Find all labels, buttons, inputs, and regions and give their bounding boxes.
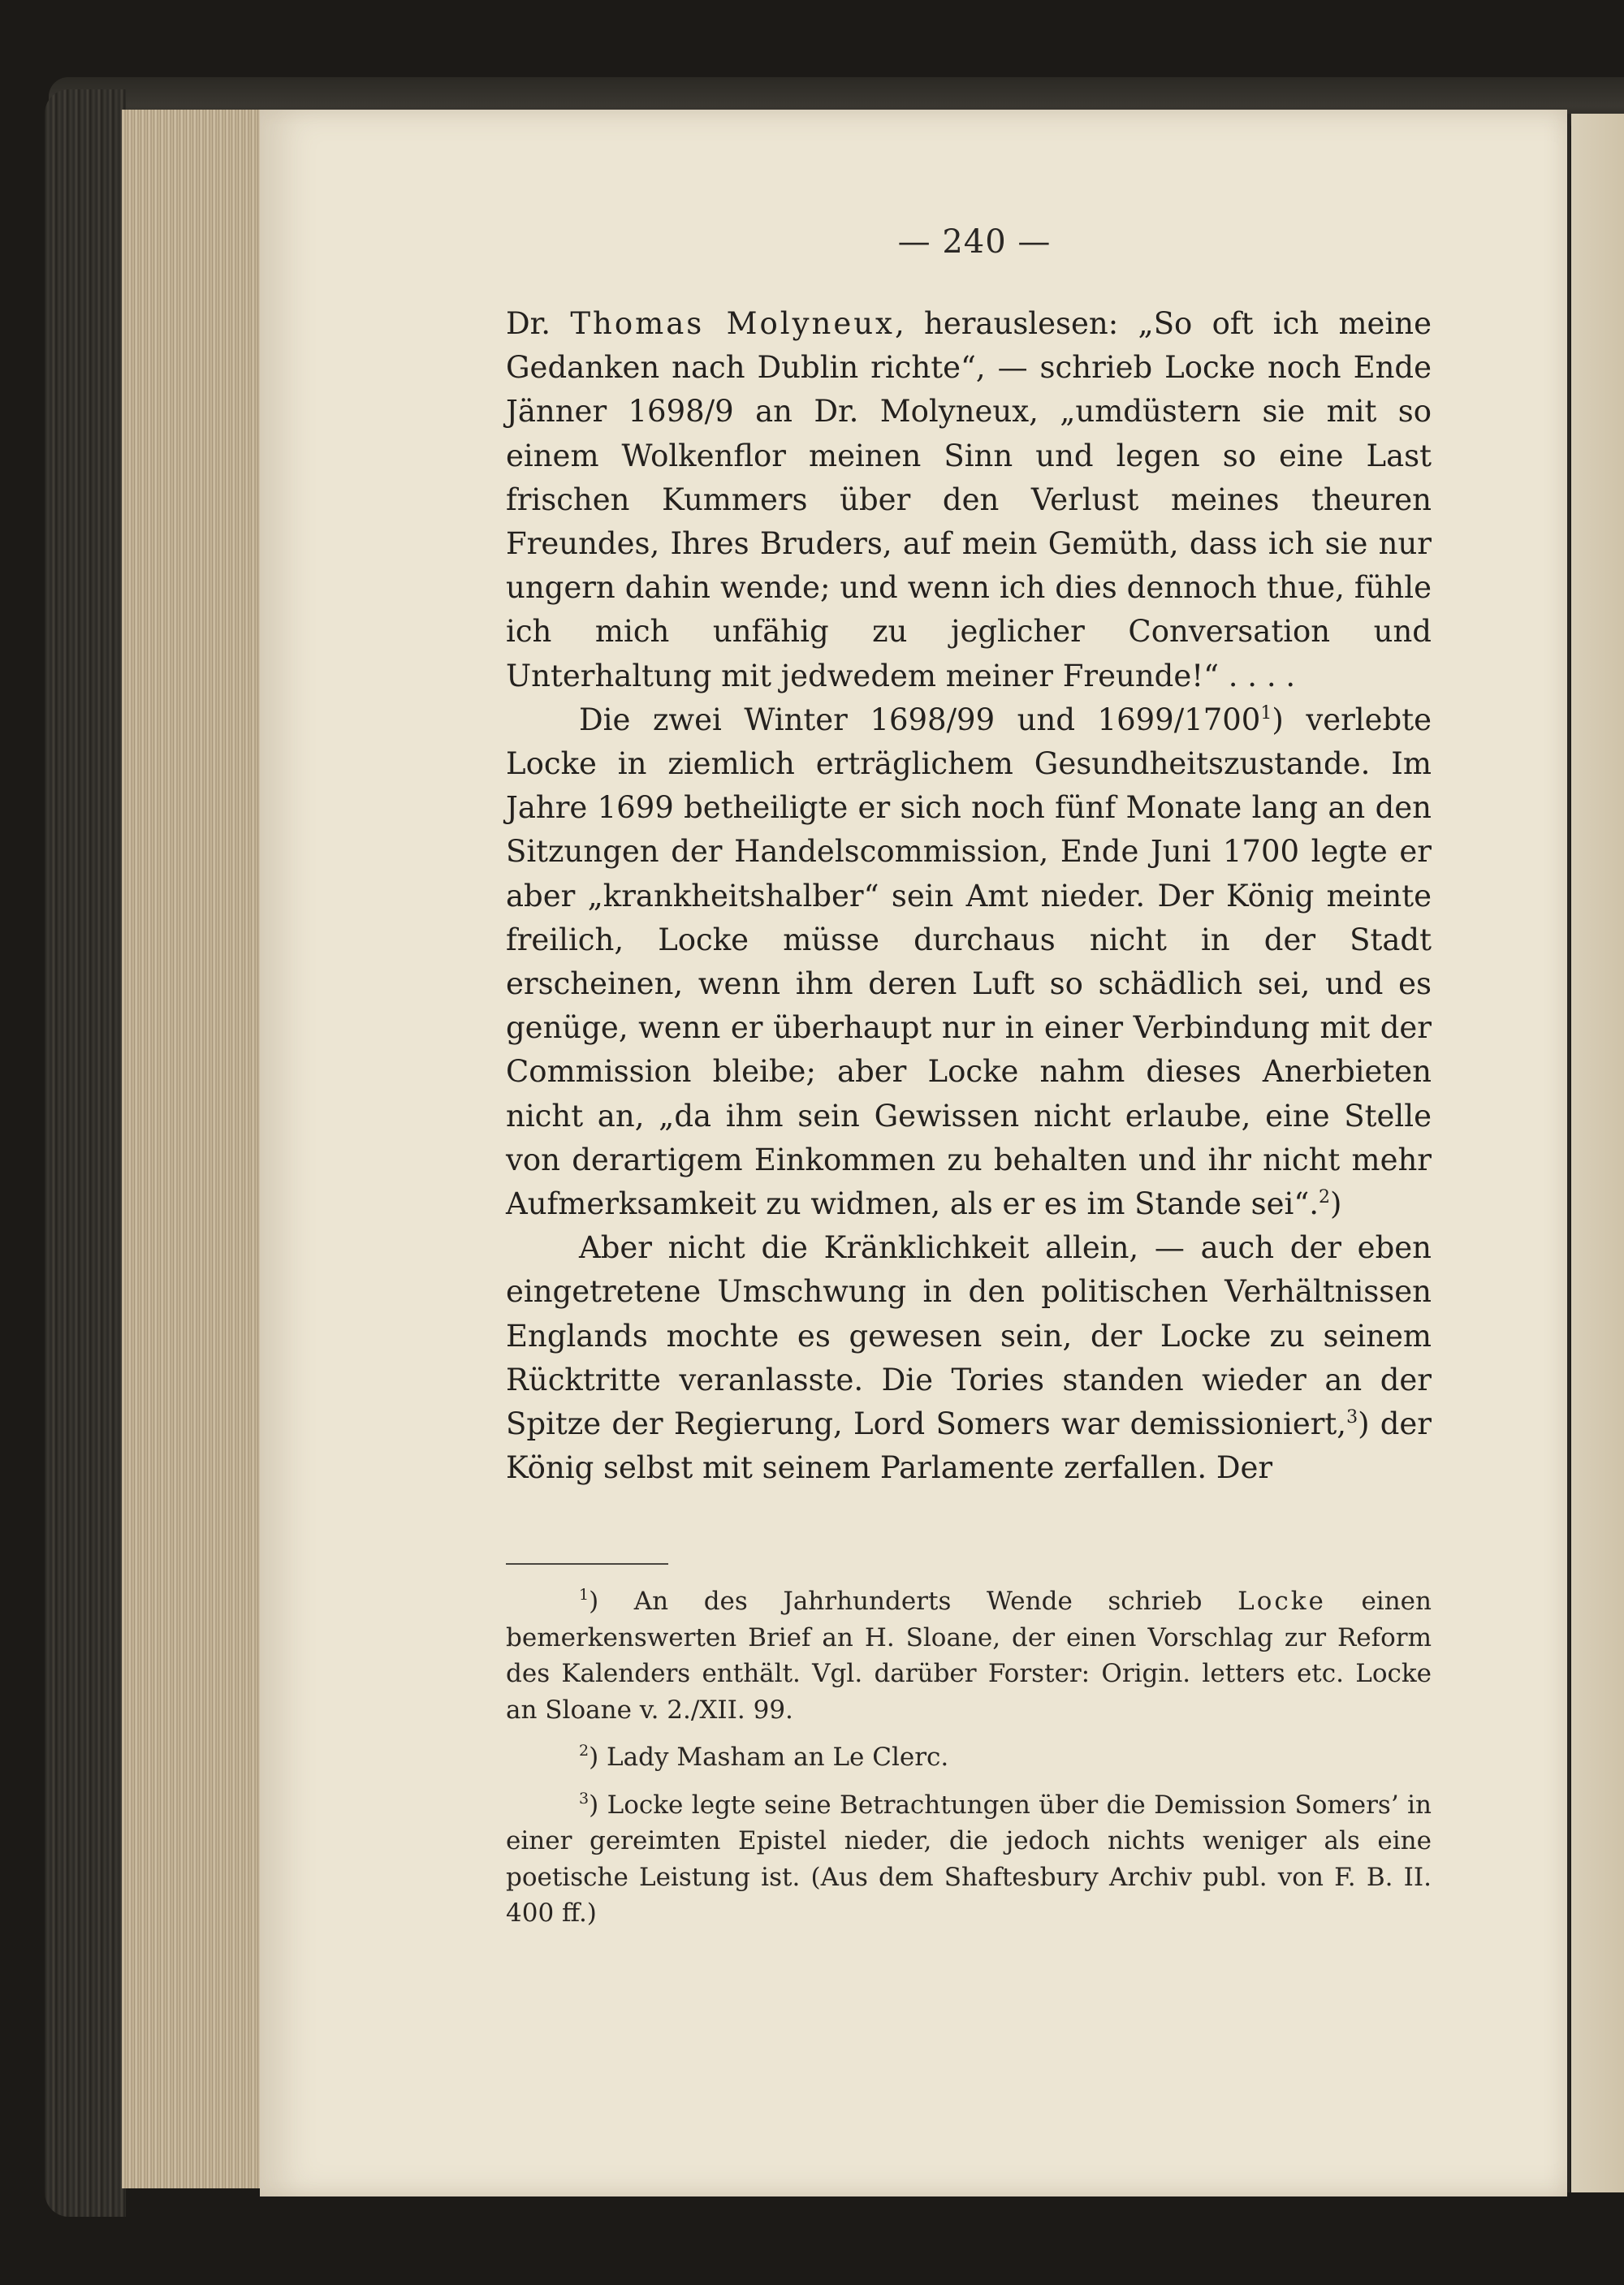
- spaced-name: Thomas Molyneux: [570, 306, 895, 341]
- text-run: einen bemerkenswerten Brief an H. Sloane, der einen Vorschlag zur Reform des Kalenders enthält. Vgl. darüber Forster: Origin. letters etc. Locke an Sloane v. 2./XII. 99.: [506, 1587, 1432, 1725]
- text-run: Dr.: [506, 306, 571, 341]
- footnote-marker: 1: [1260, 702, 1272, 724]
- text-run: ) Locke legte seine Betrachtungen über die Demission Somers’ in einer gereimten Epistel nieder, die jedoch nichts weniger als eine poetische Leistung ist. (Aus dem Shaftesbury Archiv publ. von F. B. II. 400 ff.): [506, 1790, 1432, 1928]
- page-edges: [122, 110, 260, 2188]
- paragraph: [506, 698, 1432, 1226]
- paragraph: [506, 302, 1432, 698]
- footnote-divider: [506, 1563, 668, 1565]
- text-run: Aber nicht die Kränklichkeit allein, — auch der eben eingetretene Umschwung in den politischen Verhältnissen Englands mochte es gewesen sein, der Locke zu seinem Rücktritte veranlasste. Die Tories standen wieder an der Spitze der Regierung, Lord Somers war demissioniert,: [506, 1230, 1432, 1442]
- page-number: — 240 —: [897, 223, 1052, 261]
- text-run: , herauslesen: „So oft ich meine Gedanken nach Dublin richte“, — schrieb Locke noch Ende Jänner 1698/9 an Dr. Molyneux, „umdüstern sie mit so einem Wolkenflor meinen Sinn und legen so eine Last frischen Kummers über den Verlust meines theuren Freundes, Ihres Bruders, auf mein Gemüth, dass ich sie nur ungern dahin wende; und wenn ich dies dennoch thue, fühle ich mich unfähig zu jeglicher Conversation und Unterhaltung mit jedwedem meiner Freunde!“ . . . .: [506, 306, 1432, 693]
- book-spine-cover: [45, 89, 126, 2217]
- body-text: [506, 302, 1432, 1490]
- footnote-marker: 2: [1319, 1187, 1331, 1208]
- footnote-marker: 3: [579, 1789, 590, 1808]
- text-run: ) Lady Masham an Le Clerc.: [589, 1743, 949, 1772]
- footnote-marker: 1: [579, 1586, 590, 1604]
- footnote-marker: 2: [579, 1742, 590, 1760]
- paragraph: [506, 1226, 1432, 1490]
- text-run: Die zwei Winter 1698/99 und 1699/1700: [579, 702, 1261, 737]
- footnote: [506, 1583, 1432, 1728]
- text-run: ): [1330, 1186, 1342, 1222]
- text-run: ) der König selbst mit seinem Parlamente zerfallen. Der: [506, 1406, 1432, 1486]
- text-run: ) verlebte Locke in ziemlich erträglichem Gesundheitszustande. Im Jahre 1699 betheiligte er sich noch fünf Monate lang an den Sitzungen der Handelscommission, Ende Juni 1700 legte er aber „krankheitshalber“ sein Amt nieder. Der König meinte freilich, Locke müsse durchaus nicht in der Stadt erscheinen, wenn ihm deren Luft so schädlich sei, und es genüge, wenn er überhaupt nur in einer Verbindung mit der Commission bleibe; aber Locke nahm dieses Anerbieten nicht an, „da ihm sein Gewissen nicht erlaube, eine Stelle von derartigem Einkommen zu behalten und ihr nicht mehr Aufmerksamkeit zu widmen, als er es im Stande sei“.: [506, 702, 1432, 1222]
- footnote: [506, 1787, 1432, 1932]
- text-run: ) An des Jahrhunderts Wende schrieb: [589, 1587, 1238, 1616]
- footnote-marker: 3: [1346, 1407, 1358, 1428]
- footnotes: [506, 1583, 1432, 1932]
- facing-page-edge: [1571, 114, 1624, 2192]
- footnote: [506, 1739, 1432, 1776]
- spaced-name: Locke: [1237, 1587, 1326, 1616]
